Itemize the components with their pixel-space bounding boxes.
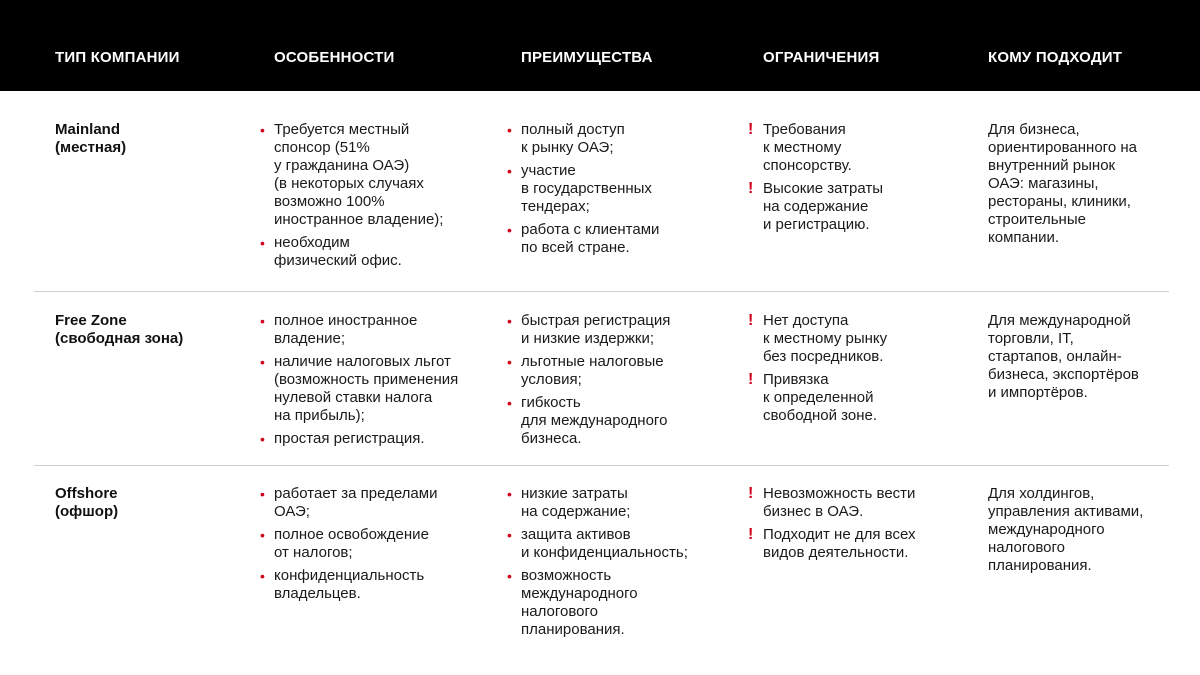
bullet-icon: • [260, 486, 265, 502]
list-item: • работа с клиентами по всей стране. [507, 221, 660, 256]
features-list [259, 121, 443, 275]
limitations-list [748, 485, 915, 567]
list-item: • полный доступ к рынку ОАЭ; [507, 121, 625, 156]
list-item: ! Невозможность вести бизнес в ОАЭ. [748, 485, 916, 520]
bullet-icon: • [260, 235, 265, 251]
advantages-list [506, 485, 688, 644]
list-item: • Требуется местный спонсор (51% у гражданина ОАЭ) (в некоторых случаях возможно 100% иностранное владение); [260, 121, 444, 228]
bullet-icon: • [260, 527, 265, 543]
exclamation-icon: ! [748, 485, 754, 502]
suits-text: Для холдингов, управления активами, международного налогового планирования. [988, 485, 1144, 574]
bullet-icon: • [260, 313, 265, 329]
bullet-icon: • [507, 222, 512, 238]
list-item: • возможность международного налогового планирования. [507, 567, 638, 638]
header-suits: КОМУ ПОДХОДИТ [988, 49, 1123, 66]
header-company-type: ТИП КОМПАНИИ [55, 49, 180, 66]
limitations-list [748, 312, 887, 430]
header-limitations: ОГРАНИЧЕНИЯ [763, 49, 880, 66]
suits-text: Для бизнеса, ориентированного на внутренний рынок ОАЭ: магазины, рестораны, клиники, строительные компании. [988, 121, 1137, 246]
list-item: • полное освобождение от налогов; [260, 526, 429, 561]
list-item: • наличие налоговых льгот (возможность применения нулевой ставки налога на прибыль); [260, 353, 459, 424]
exclamation-icon: ! [748, 312, 754, 329]
bullet-icon: • [507, 163, 512, 179]
bullet-icon: • [507, 354, 512, 370]
row-divider [34, 465, 1169, 466]
bullet-icon: • [507, 527, 512, 543]
advantages-list [506, 312, 670, 453]
exclamation-icon: ! [748, 180, 754, 197]
bullet-icon: • [507, 395, 512, 411]
bullet-icon: • [260, 354, 265, 370]
features-list [259, 485, 437, 608]
exclamation-icon: ! [748, 371, 754, 388]
list-item: • быстрая регистрация и низкие издержки; [507, 312, 671, 347]
company-type-free-zone: Free Zone (свободная зона) [55, 312, 184, 347]
advantages-list [506, 121, 659, 262]
list-item: • необходим физический офис. [260, 234, 402, 269]
list-item: • простая регистрация. [260, 430, 425, 447]
company-type-mainland: Mainland (местная) [55, 121, 127, 156]
features-list [259, 312, 458, 453]
list-item: ! Высокие затраты на содержание и регистрацию. [748, 180, 884, 233]
list-item: • участие в государственных тендерах; [507, 162, 652, 215]
limitations-list [748, 121, 883, 239]
list-item: ! Привязка к определенной свободной зоне. [748, 371, 878, 424]
list-item: ! Подходит не для всех видов деятельности. [748, 526, 916, 561]
bullet-icon: • [260, 431, 265, 447]
list-item: • конфиденциальность владельцев. [260, 567, 425, 602]
bullet-icon: • [507, 568, 512, 584]
list-item: • защита активов и конфиденциальность; [507, 526, 688, 561]
list-item: • низкие затраты на содержание; [507, 485, 631, 520]
bullet-icon: • [507, 486, 512, 502]
exclamation-icon: ! [748, 526, 754, 543]
exclamation-icon: ! [748, 121, 754, 138]
suits-text: Для международной торговли, IT, стартапов, онлайн- бизнеса, экспортёров и импортёров. [988, 312, 1139, 401]
bullet-icon: • [507, 122, 512, 138]
company-type-offshore: Offshore (офшор) [55, 485, 119, 520]
table-header [0, 0, 1200, 91]
row-divider [34, 291, 1169, 292]
bullet-icon: • [507, 313, 512, 329]
list-item: • полное иностранное владение; [260, 312, 418, 347]
bullet-icon: • [260, 568, 265, 584]
list-item: • льготные налоговые условия; [507, 353, 664, 388]
list-item: • работает за пределами ОАЭ; [260, 485, 438, 520]
header-advantages: ПРЕИМУЩЕСТВА [521, 49, 653, 66]
bullet-icon: • [260, 122, 265, 138]
header-features: ОСОБЕННОСТИ [274, 49, 395, 66]
list-item: ! Нет доступа к местному рынку без посредников. [748, 312, 888, 365]
list-item: • гибкость для международного бизнеса. [507, 394, 668, 447]
list-item: ! Требования к местному спонсорству. [748, 121, 852, 174]
